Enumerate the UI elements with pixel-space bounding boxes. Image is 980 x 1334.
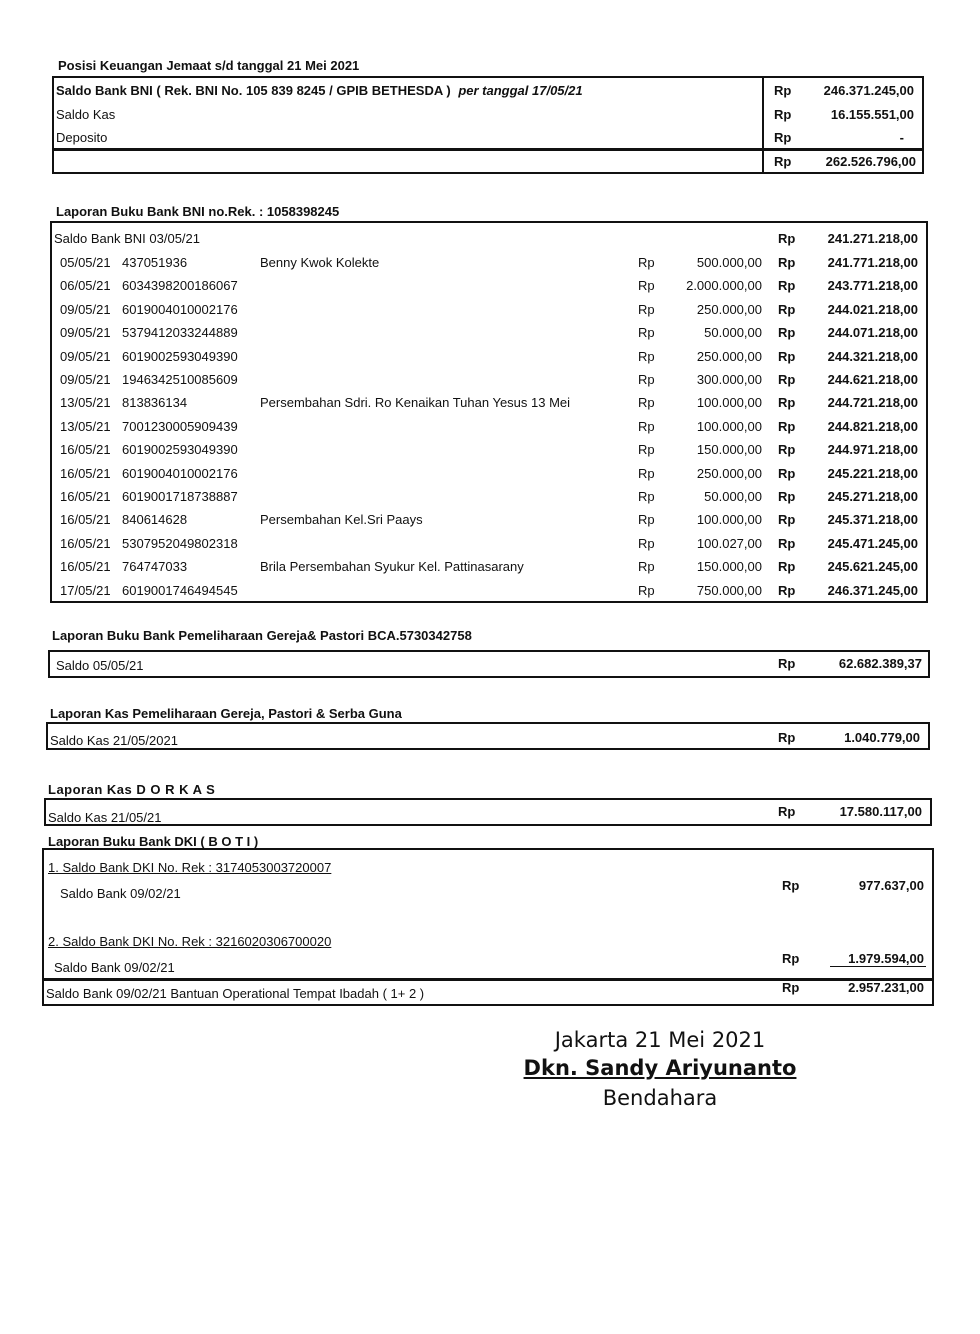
tx-date: 06/05/21 bbox=[60, 278, 111, 294]
posisi-amount: 246.371.245,00 bbox=[823, 83, 914, 98]
signature-place-date: Jakarta 21 Mei 2021 bbox=[554, 1028, 766, 1052]
tx-date: 16/05/21 bbox=[60, 512, 111, 528]
tx-currency: Rp bbox=[638, 278, 655, 294]
tx-amount: 250.000,00 bbox=[696, 465, 762, 481]
tx-balance: 245.221.218,00 bbox=[827, 465, 918, 481]
posisi-title: Posisi Keuangan Jemaat s/d tanggal 21 Mei 2021 bbox=[58, 58, 360, 73]
tx-amount: 750.000,00 bbox=[696, 582, 762, 598]
bca-label: Saldo 05/05/21 bbox=[56, 658, 144, 673]
tx-amount: 100.000,00 bbox=[696, 512, 762, 528]
dki-total-amount: 2.957.231,00 bbox=[848, 980, 924, 995]
tx-balance-currency: Rp bbox=[778, 418, 796, 434]
signature-role: Bendahara bbox=[602, 1086, 718, 1110]
tx-date: 17/05/21 bbox=[60, 582, 111, 598]
bca-rp: Rp bbox=[778, 656, 796, 671]
tx-ref: 1946342510085609 bbox=[122, 372, 238, 387]
tx-currency: Rp bbox=[638, 395, 655, 411]
dorkas-box bbox=[44, 798, 932, 826]
bca-box bbox=[48, 650, 930, 678]
tx-balance-currency: Rp bbox=[778, 278, 796, 294]
tx-balance-currency: Rp bbox=[778, 489, 796, 504]
tx-balance-currency: Rp bbox=[778, 465, 796, 481]
tx-ref: 6019004010002176 bbox=[122, 465, 238, 481]
tx-ref: 840614628 bbox=[122, 512, 188, 528]
tx-date: 16/05/21 bbox=[60, 559, 111, 575]
tx-ref: 6019001718738887 bbox=[122, 489, 238, 504]
tx-ref: 5307952049802318 bbox=[122, 535, 238, 551]
tx-balance: 245.471.245,00 bbox=[827, 535, 918, 551]
tx-balance-currency: Rp bbox=[778, 442, 796, 458]
tx-desc: Brila Persembahan Syukur Kel. Pattinasarany bbox=[260, 559, 524, 575]
dki-total-label: Saldo Bank 09/02/21 Bantuan Operational Tempat Ibadah ( 1+ 2 ) bbox=[46, 986, 425, 1001]
kas-pemeliharaan-box bbox=[46, 722, 930, 750]
tx-amount: 300.000,00 bbox=[696, 372, 762, 387]
tx-balance: 245.271.218,00 bbox=[827, 489, 918, 504]
tx-date: 09/05/21 bbox=[60, 301, 111, 317]
posisi-amount: - bbox=[899, 130, 904, 145]
tx-amount: 150.000,00 bbox=[696, 442, 762, 458]
posisi-row-label: Saldo Bank BNI ( Rek. BNI No. 105 839 8245 / GPIB BETHESDA ) bbox=[56, 83, 451, 98]
tx-balance-currency: Rp bbox=[778, 301, 796, 317]
tx-date: 13/05/21 bbox=[60, 418, 111, 434]
tx-currency: Rp bbox=[638, 559, 655, 575]
tx-balance: 244.321.218,00 bbox=[827, 348, 918, 364]
tx-currency: Rp bbox=[638, 301, 655, 317]
posisi-row-kas: Saldo Kas bbox=[56, 107, 116, 122]
dorkas-amount: 17.580.117,00 bbox=[839, 804, 922, 819]
tx-currency: Rp bbox=[638, 418, 655, 434]
dki-acc1-amount: 977.637,00 bbox=[858, 878, 924, 893]
tx-ref: 5379412033244889 bbox=[122, 325, 238, 341]
tx-amount: 250.000,00 bbox=[696, 301, 762, 317]
bni-opening-balance: 241.271.218,00 bbox=[827, 231, 918, 246]
tx-date: 16/05/21 bbox=[60, 489, 111, 504]
tx-ref: 437051936 bbox=[122, 255, 188, 270]
signature-name: Dkn. Sandy Ariyunanto bbox=[523, 1056, 797, 1080]
tx-balance-currency: Rp bbox=[778, 372, 796, 387]
dorkas-title: Laporan Kas D O R K A S bbox=[48, 782, 216, 797]
kas-pemeliharaan-amount: 1.040.779,00 bbox=[844, 730, 920, 745]
posisi-rp: Rp bbox=[774, 107, 792, 122]
tx-date: 09/05/21 bbox=[60, 372, 111, 387]
tx-balance-currency: Rp bbox=[778, 582, 796, 598]
dki-acc2-heading: 2. Saldo Bank DKI No. Rek : 3216020306700020 bbox=[48, 934, 332, 949]
tx-date: 09/05/21 bbox=[60, 348, 111, 364]
tx-date: 16/05/21 bbox=[60, 465, 111, 481]
tx-amount: 150.000,00 bbox=[696, 559, 762, 575]
posisi-total-rp: Rp bbox=[774, 154, 792, 169]
dki-acc1-label: Saldo Bank 09/02/21 bbox=[60, 886, 181, 901]
tx-currency: Rp bbox=[638, 489, 655, 504]
tx-balance: 244.021.218,00 bbox=[827, 301, 918, 317]
kas-pemeliharaan-label: Saldo Kas 21/05/2021 bbox=[50, 733, 178, 748]
dki-acc1-heading: 1. Saldo Bank DKI No. Rek : 3174053003720007 bbox=[48, 860, 332, 875]
tx-currency: Rp bbox=[638, 348, 655, 364]
tx-currency: Rp bbox=[638, 465, 655, 481]
kas-pemeliharaan-rp: Rp bbox=[778, 730, 796, 745]
tx-currency: Rp bbox=[638, 582, 655, 598]
tx-balance-currency: Rp bbox=[778, 512, 796, 528]
tx-balance: 244.971.218,00 bbox=[827, 442, 918, 458]
posisi-total-line bbox=[54, 148, 922, 151]
tx-amount: 100.000,00 bbox=[696, 395, 762, 411]
posisi-row-deposito: Deposito bbox=[56, 130, 108, 145]
tx-ref: 7001230005909439 bbox=[122, 418, 238, 434]
tx-balance: 243.771.218,00 bbox=[827, 278, 918, 294]
bca-amount: 62.682.389,37 bbox=[838, 656, 922, 671]
tx-date: 16/05/21 bbox=[60, 535, 111, 551]
posisi-row-extra: per tanggal 17/05/21 bbox=[458, 83, 583, 98]
dki-total-rp: Rp bbox=[782, 980, 800, 995]
tx-ref: 6034398200186067 bbox=[122, 278, 238, 294]
tx-amount: 50.000,00 bbox=[704, 489, 762, 504]
tx-ref: 764747033 bbox=[122, 559, 188, 575]
tx-amount: 50.000,00 bbox=[704, 325, 762, 341]
tx-amount: 250.000,00 bbox=[696, 348, 762, 364]
tx-date: 09/05/21 bbox=[60, 325, 111, 341]
bni-box bbox=[50, 221, 928, 603]
tx-date: 05/05/21 bbox=[60, 255, 111, 270]
dki-acc2-underline bbox=[830, 966, 926, 967]
dorkas-rp: Rp bbox=[778, 804, 796, 819]
tx-amount: 500.000,00 bbox=[696, 255, 762, 270]
tx-ref: 6019002593049390 bbox=[122, 348, 238, 364]
tx-currency: Rp bbox=[638, 512, 655, 528]
tx-ref: 6019001746494545 bbox=[122, 582, 238, 598]
posisi-rp: Rp bbox=[774, 83, 792, 98]
posisi-total-amount: 262.526.796,00 bbox=[825, 154, 916, 169]
dki-title: Laporan Buku Bank DKI ( B O T I ) bbox=[48, 834, 259, 849]
bni-opening-rp: Rp bbox=[778, 231, 796, 246]
tx-balance: 241.771.218,00 bbox=[827, 255, 918, 270]
tx-balance-currency: Rp bbox=[778, 348, 796, 364]
tx-balance-currency: Rp bbox=[778, 325, 796, 341]
tx-balance-currency: Rp bbox=[778, 535, 796, 551]
posisi-box bbox=[52, 76, 924, 174]
tx-ref: 6019002593049390 bbox=[122, 442, 238, 458]
tx-amount: 100.027,00 bbox=[696, 535, 762, 551]
tx-currency: Rp bbox=[638, 325, 655, 341]
dorkas-label: Saldo Kas 21/05/21 bbox=[48, 810, 162, 825]
tx-date: 16/05/21 bbox=[60, 442, 111, 458]
tx-balance: 246.371.245,00 bbox=[827, 582, 918, 598]
tx-currency: Rp bbox=[638, 442, 655, 458]
bni-opening-label: Saldo Bank BNI 03/05/21 bbox=[54, 231, 200, 246]
bca-title: Laporan Buku Bank Pemeliharaan Gereja& Pastori BCA.5730342758 bbox=[52, 628, 472, 643]
dki-acc2-amount: 1.979.594,00 bbox=[848, 951, 924, 966]
posisi-amount: 16.155.551,00 bbox=[830, 107, 914, 122]
dki-acc2-label: Saldo Bank 09/02/21 bbox=[54, 960, 175, 975]
posisi-row-bni bbox=[56, 83, 583, 99]
tx-balance-currency: Rp bbox=[778, 255, 796, 270]
tx-date: 13/05/21 bbox=[60, 395, 111, 411]
tx-balance: 244.821.218,00 bbox=[827, 418, 918, 434]
tx-balance: 245.371.218,00 bbox=[827, 512, 918, 528]
tx-currency: Rp bbox=[638, 372, 655, 387]
tx-amount: 100.000,00 bbox=[696, 418, 762, 434]
dki-acc1-rp: Rp bbox=[782, 878, 800, 893]
tx-balance: 245.621.245,00 bbox=[827, 559, 918, 575]
tx-ref: 6019004010002176 bbox=[122, 301, 238, 317]
tx-balance: 244.721.218,00 bbox=[827, 395, 918, 411]
tx-desc: Persembahan Kel.Sri Paays bbox=[260, 512, 423, 528]
dki-acc2-rp: Rp bbox=[782, 951, 800, 966]
tx-balance-currency: Rp bbox=[778, 559, 796, 575]
posisi-rp: Rp bbox=[774, 130, 792, 145]
tx-ref: 813836134 bbox=[122, 395, 188, 411]
tx-currency: Rp bbox=[638, 535, 655, 551]
posisi-divider bbox=[762, 78, 764, 172]
tx-balance: 244.071.218,00 bbox=[827, 325, 918, 341]
tx-desc: Persembahan Sdri. Ro Kenaikan Tuhan Yesus 13 Mei bbox=[260, 395, 571, 411]
dki-box bbox=[42, 848, 934, 1006]
tx-currency: Rp bbox=[638, 255, 655, 270]
tx-balance-currency: Rp bbox=[778, 395, 796, 411]
bni-title: Laporan Buku Bank BNI no.Rek. : 1058398245 bbox=[56, 204, 340, 219]
kas-pemeliharaan-title: Laporan Kas Pemeliharaan Gereja, Pastori & Serba Guna bbox=[50, 706, 402, 721]
tx-desc: Benny Kwok Kolekte bbox=[260, 255, 380, 270]
tx-amount: 2.000.000,00 bbox=[686, 278, 762, 294]
tx-balance: 244.621.218,00 bbox=[827, 372, 918, 387]
